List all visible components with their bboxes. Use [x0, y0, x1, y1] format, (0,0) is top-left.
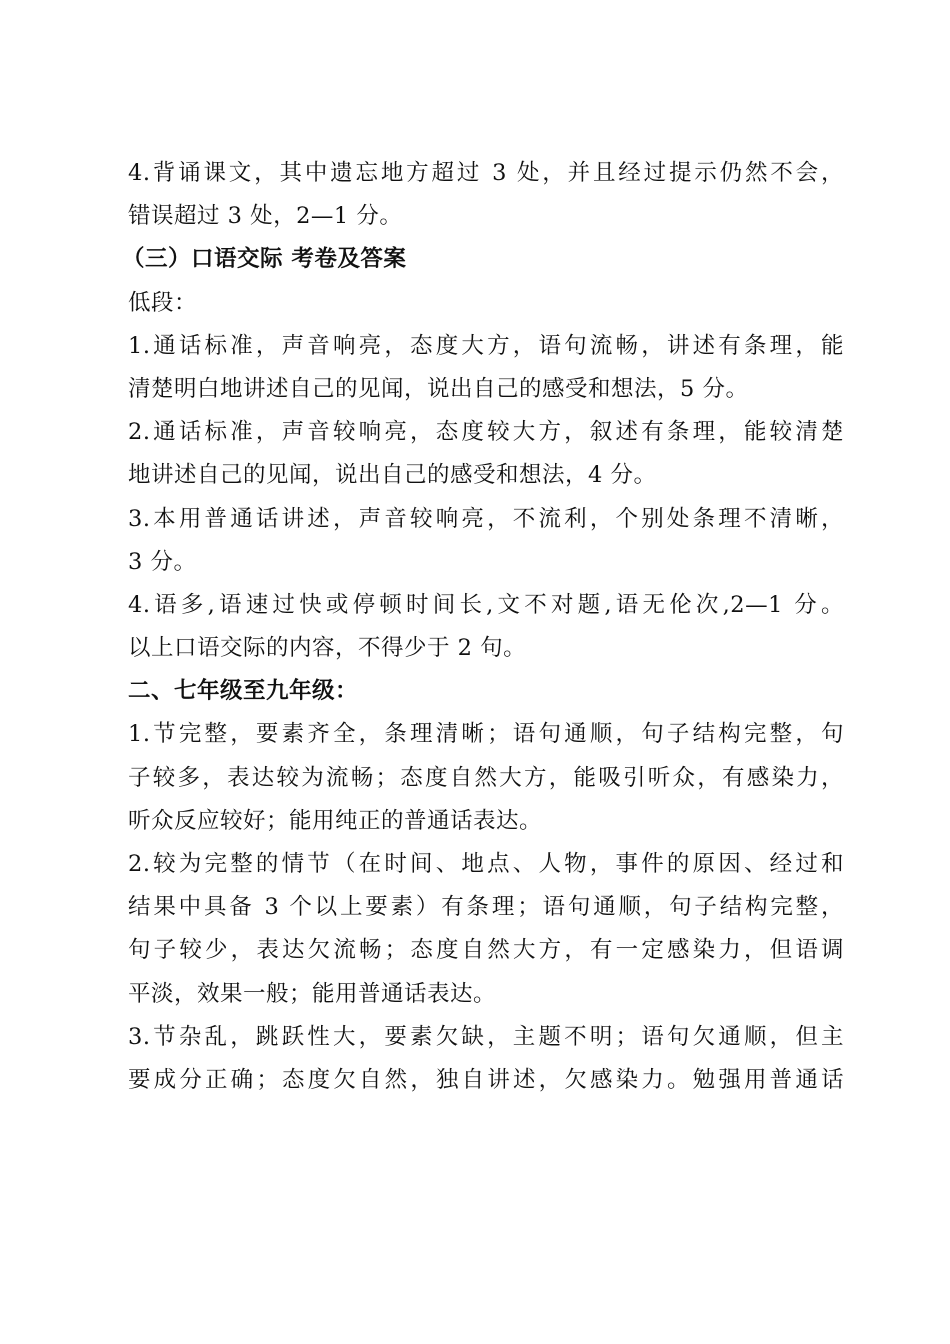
text-line-16: 听众反应较好；能用纯正的普通话表达。 [128, 807, 543, 834]
text-line-20: 平淡，效果一般；能用普通话表达。 [128, 980, 497, 1007]
subsection-label-low-grade: 低段： [128, 289, 198, 316]
text-line-18: 结果中具备 3 个以上要素）有条理；语句通顺，句子结构完整， [128, 894, 844, 921]
text-line-6: 清楚明白地讲述自己的见闻，说出自己的感受和想法，5 分。 [128, 375, 749, 402]
text-line-19: 句子较少，表达欠流畅；态度自然大方，有一定感染力，但语调 [128, 937, 844, 964]
text-line-17: 2.较为完整的情节（在时间、地点、人物，事件的原因、经过和 [128, 851, 844, 877]
text-line-22: 要成分正确；态度欠自然，独自讲述，欠感染力。勉强用普通话 [128, 1066, 844, 1093]
text-line-7: 2.通话标准，声音较响亮，态度较大方，叙述有条理，能较清楚 [128, 419, 844, 446]
text-line-21: 3.节杂乱，跳跃性大，要素欠缺，主题不明；语句欠通顺，但主 [128, 1023, 844, 1050]
text-line-12: 以上口语交际的内容，不得少于 2 句。 [128, 635, 527, 662]
document-page [122, 152, 844, 1102]
text-line-10: 3 分。 [128, 548, 197, 575]
text-line-14: 1.节完整，要素齐全，条理清晰；语句通顺，句子结构完整，句 [128, 721, 844, 748]
text-line-5: 1.通话标准，声音响亮，态度大方，语句流畅，讲述有条理，能 [128, 332, 844, 359]
text-line-9: 3.本用普通话讲述，声音较响亮，不流利，个别处条理不清晰， [128, 505, 844, 532]
text-line-1: 4.背诵课文，其中遗忘地方超过 3 处，并且经过提示仍然不会， [128, 160, 844, 186]
text-line-11: 4.语多,语速过快或停顿时间长,文不对题,语无伦次,2—1 分。 [128, 591, 844, 618]
section-heading-oral-communication: （三）口语交际 考卷及答案 [122, 246, 407, 273]
text-line-15: 子较多，表达较为流畅；态度自然大方，能吸引听众，有感染力， [128, 764, 844, 791]
section-heading-grades-7-9: 二、七年级至九年级： [128, 678, 359, 705]
text-line-8: 地讲述自己的见闻，说出自己的感受和想法，4 分。 [128, 462, 657, 489]
text-line-2: 错误超过 3 处，2—1 分。 [128, 203, 403, 230]
